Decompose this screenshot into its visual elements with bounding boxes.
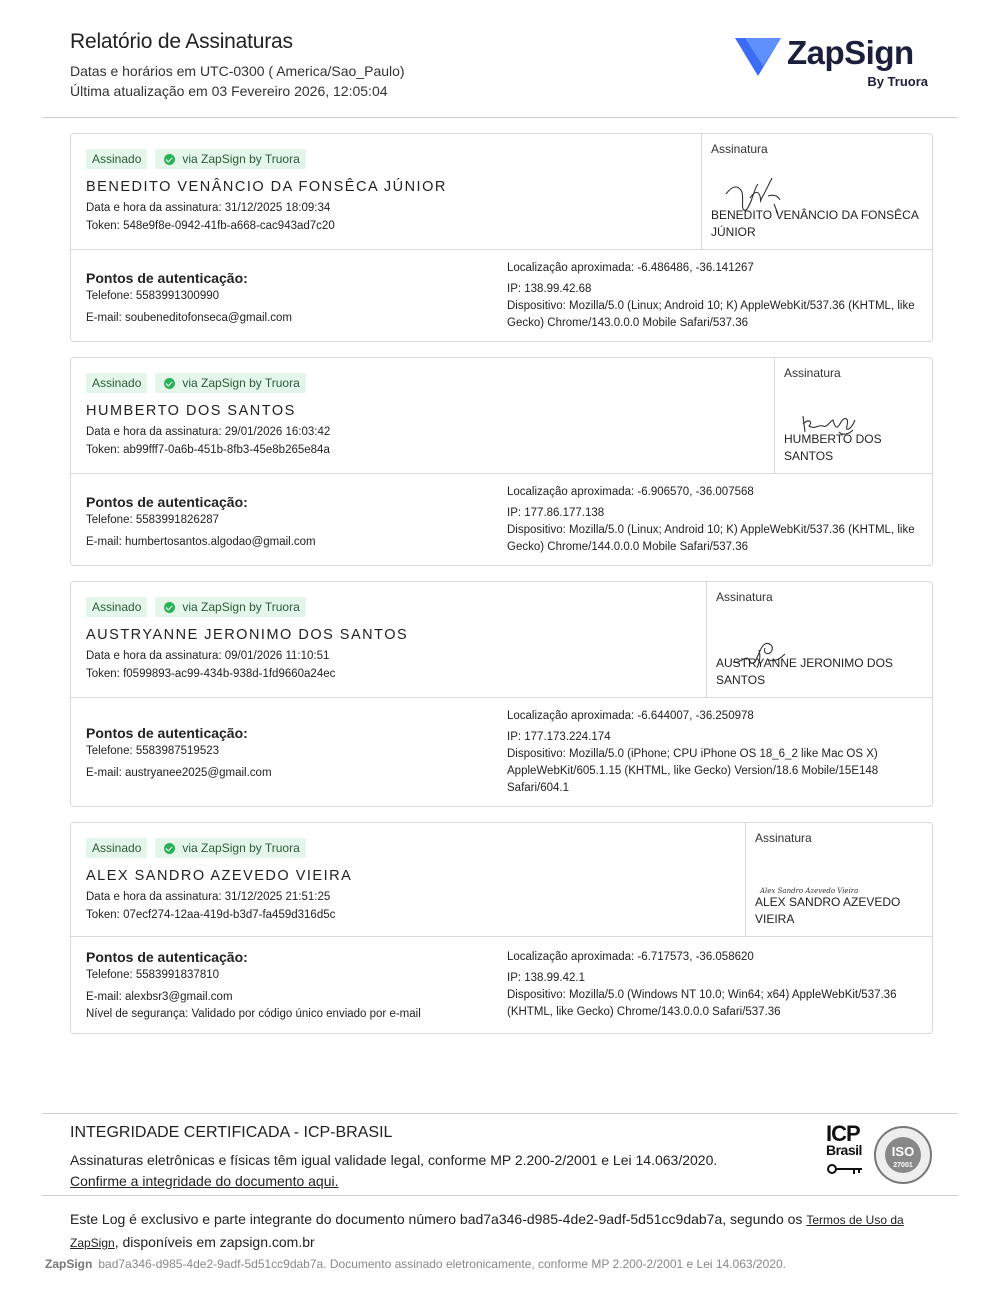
signed-badge: Assinado xyxy=(86,597,147,617)
signer-card-top xyxy=(71,823,932,937)
signer-card-top xyxy=(71,134,932,250)
signer-location: Localização aproximada: -6.486486, -36.141267 xyxy=(507,262,754,274)
signer-ip: IP: 177.86.177.138 xyxy=(507,507,605,519)
signer-badges xyxy=(86,838,306,858)
iso-seal xyxy=(874,1126,932,1184)
log-text-before: Este Log é exclusivo e parte integrante do documento número bad7a346-d985-4de2-9adf-5d51cc9dab7a, segundo os xyxy=(70,1211,807,1227)
via-badge xyxy=(155,838,305,858)
signer-card xyxy=(70,133,933,342)
signature-token: Token: ab99fff7-0a6b-451b-8fb3-45e8b265e84a xyxy=(86,444,330,456)
integrity-text: Assinaturas eletrônicas e físicas têm igual validade legal, conforme MP 2.200-2/2001 e Lei 14.063/2020. xyxy=(70,1152,718,1168)
footer-divider-top xyxy=(42,1113,958,1114)
terms-of-use-link[interactable]: Termos de Uso da ZapSign xyxy=(70,1213,904,1250)
signer-email: E-mail: soubeneditofonseca@gmail.com xyxy=(86,312,292,324)
signer-email: E-mail: humbertosantos.algodao@gmail.com xyxy=(86,536,316,548)
auth-points-title: Pontos de autenticação: xyxy=(86,725,248,741)
signer-location: Localização aproximada: -6.644007, -36.250978 xyxy=(507,710,754,722)
report-header xyxy=(70,30,930,110)
zapsign-logo xyxy=(735,36,930,88)
signature-name: HUMBERTO DOS SANTOS xyxy=(784,432,882,463)
signed-badge: Assinado xyxy=(86,149,147,169)
signature-name: ALEX SANDRO AZEVEDO VIEIRA xyxy=(755,895,901,926)
page-title: Relatório de Assinaturas xyxy=(70,30,293,53)
auth-points-title: Pontos de autenticação: xyxy=(86,270,248,286)
signature-token: Token: f0599893-ac99-434b-938d-1fd9660a24ec xyxy=(86,668,336,680)
logo-wordmark: ZapSign xyxy=(787,34,914,71)
signature-datetime: Data e hora da assinatura: 09/01/2026 11:10:51 xyxy=(86,650,330,662)
signature-box xyxy=(701,134,932,249)
signer-phone: Telefone: 5583991826287 xyxy=(86,514,220,526)
signature-token: Token: 548e9f8e-0942-41fb-a668-cac943ad7c20 xyxy=(86,220,335,232)
signer-card-bottom xyxy=(71,698,932,806)
log-statement xyxy=(70,1208,940,1254)
key-icon xyxy=(826,1162,866,1176)
signer-ip: IP: 138.99.42.68 xyxy=(507,283,592,295)
typed-signature: Alex Sandro Azevedo Vieira xyxy=(760,887,859,895)
auth-points-title: Pontos de autenticação: xyxy=(86,949,248,965)
icp-logo-text: ICP xyxy=(826,1121,860,1146)
check-shield-icon xyxy=(164,378,175,389)
integrity-title: INTEGRIDADE CERTIFICADA - ICP-BRASIL xyxy=(70,1124,393,1141)
signed-badge: Assinado xyxy=(86,838,147,858)
device-info xyxy=(507,708,922,797)
document-footer-line xyxy=(45,1257,786,1271)
check-shield-icon xyxy=(164,602,175,613)
signer-location: Localização aproximada: -6.717573, -36.058620 xyxy=(507,951,754,963)
via-label: via ZapSign by Truora xyxy=(182,376,300,390)
signer-card-top xyxy=(71,358,932,474)
signature-box xyxy=(774,358,932,473)
signature-name: AUSTRYANNE JERONIMO DOS SANTOS xyxy=(716,656,893,687)
signer-name: ALEX SANDRO AZEVEDO VIEIRA xyxy=(86,868,353,884)
signer-phone: Telefone: 5583991837810 xyxy=(86,969,220,981)
security-level: Nível de segurança: Validado por código único enviado por e-mail xyxy=(86,1008,421,1020)
footer-brand: ZapSign xyxy=(45,1257,93,1271)
signature-label: Assinatura xyxy=(716,590,773,604)
signer-device: Dispositivo: Mozilla/5.0 (Linux; Android 10; K) AppleWebKit/537.36 (KHTML, like Gecko) Chrome/143.0.0.0 Mobile Safari/537.36 xyxy=(507,300,915,329)
signature-datetime: Data e hora da assinatura: 31/12/2025 21:51:25 xyxy=(86,891,331,903)
signer-ip: IP: 177.173.224.174 xyxy=(507,731,611,743)
logo-by: By Truora xyxy=(867,74,928,89)
device-info xyxy=(507,484,922,556)
iso-text: ISO xyxy=(891,1144,915,1159)
signer-email: E-mail: austryanee2025@gmail.com xyxy=(86,767,272,779)
signer-name: HUMBERTO DOS SANTOS xyxy=(86,403,296,419)
signature-token: Token: 07ecf274-12aa-419d-b3d7-fa459d316d5c xyxy=(86,909,336,921)
verify-integrity-link[interactable]: Confirme a integridade do documento aqui. xyxy=(70,1173,339,1189)
signer-location: Localização aproximada: -6.906570, -36.007568 xyxy=(507,486,754,498)
via-badge xyxy=(155,597,305,617)
signer-card xyxy=(70,581,933,807)
signer-meta xyxy=(86,199,335,235)
signature-label: Assinatura xyxy=(784,366,841,380)
signed-badge: Assinado xyxy=(86,373,147,393)
footer-document-text: bad7a346-d985-4de2-9adf-5d51cc9dab7a. Documento assinado eletronicamente, conforme MP 2.200-2/2001 e Lei 14.063/2020. xyxy=(98,1257,786,1271)
signer-email: E-mail: alexbsr3@gmail.com xyxy=(86,991,233,1003)
log-text-after: , disponíveis em zapsign.com.br xyxy=(114,1234,315,1250)
signer-badges xyxy=(86,149,306,169)
icp-brasil-text: Brasil xyxy=(826,1142,862,1158)
iso-number: 27001 xyxy=(893,1162,913,1169)
signer-card-bottom xyxy=(71,937,932,1033)
signer-name: BENEDITO VENÂNCIO DA FONSÊCA JÚNIOR xyxy=(86,179,447,195)
signature-label: Assinatura xyxy=(711,142,768,156)
updated-text: Última atualização em 03 Fevereiro 2026, 12:05:04 xyxy=(70,83,388,99)
signer-phone: Telefone: 5583991300990 xyxy=(86,290,220,302)
icp-brasil-seal xyxy=(824,1121,934,1184)
signer-meta xyxy=(86,423,330,459)
signer-ip: IP: 138.99.42.1 xyxy=(507,972,586,984)
signature-box xyxy=(706,582,932,697)
via-label: via ZapSign by Truora xyxy=(182,600,300,614)
signer-badges xyxy=(86,373,306,393)
timezone-text: Datas e horários em UTC-0300 ( America/Sao_Paulo) xyxy=(70,63,405,79)
signer-device: Dispositivo: Mozilla/5.0 (iPhone; CPU iPhone OS 18_6_2 like Mac OS X) AppleWebKit/605.1.15 (KHTML, like Gecko) Version/18.6 Mobile/15E148 Safari/604.1 xyxy=(507,748,879,794)
signer-card-bottom xyxy=(71,250,932,341)
signer-card xyxy=(70,822,933,1034)
signature-datetime: Data e hora da assinatura: 29/01/2026 16:03:42 xyxy=(86,426,331,438)
signer-card-top xyxy=(71,582,932,698)
zapsign-logo-icon xyxy=(735,38,781,78)
header-divider xyxy=(42,117,958,118)
device-info xyxy=(507,949,922,1021)
via-label: via ZapSign by Truora xyxy=(182,152,300,166)
via-badge xyxy=(155,149,305,169)
signature-box xyxy=(745,823,932,936)
signer-meta xyxy=(86,647,335,683)
signer-card xyxy=(70,357,933,566)
check-shield-icon xyxy=(164,154,175,165)
signer-device: Dispositivo: Mozilla/5.0 (Windows NT 10.0; Win64; x64) AppleWebKit/537.36 (KHTML, like Gecko) Chrome/143.0.0.0 Safari/537.36 xyxy=(507,989,897,1018)
signer-badges xyxy=(86,597,306,617)
check-shield-icon xyxy=(164,843,175,854)
footer-divider-bottom xyxy=(42,1195,958,1196)
signer-device: Dispositivo: Mozilla/5.0 (Linux; Android 10; K) AppleWebKit/537.36 (KHTML, like Gecko) Chrome/144.0.0.0 Mobile Safari/537.36 xyxy=(507,524,915,553)
signer-meta xyxy=(86,888,335,924)
auth-points-title: Pontos de autenticação: xyxy=(86,494,248,510)
via-label: via ZapSign by Truora xyxy=(182,841,300,855)
device-info xyxy=(507,260,922,332)
signature-label: Assinatura xyxy=(755,831,812,845)
signer-name: AUSTRYANNE JERONIMO DOS SANTOS xyxy=(86,627,409,643)
signature-datetime: Data e hora da assinatura: 31/12/2025 18:09:34 xyxy=(86,202,331,214)
signer-phone: Telefone: 5583987519523 xyxy=(86,745,220,757)
via-badge xyxy=(155,373,305,393)
signature-name: BENEDITO VENÂNCIO DA FONSÊCA JÚNIOR xyxy=(711,208,919,239)
signer-card-bottom xyxy=(71,474,932,565)
integrity-text-block xyxy=(70,1150,717,1192)
